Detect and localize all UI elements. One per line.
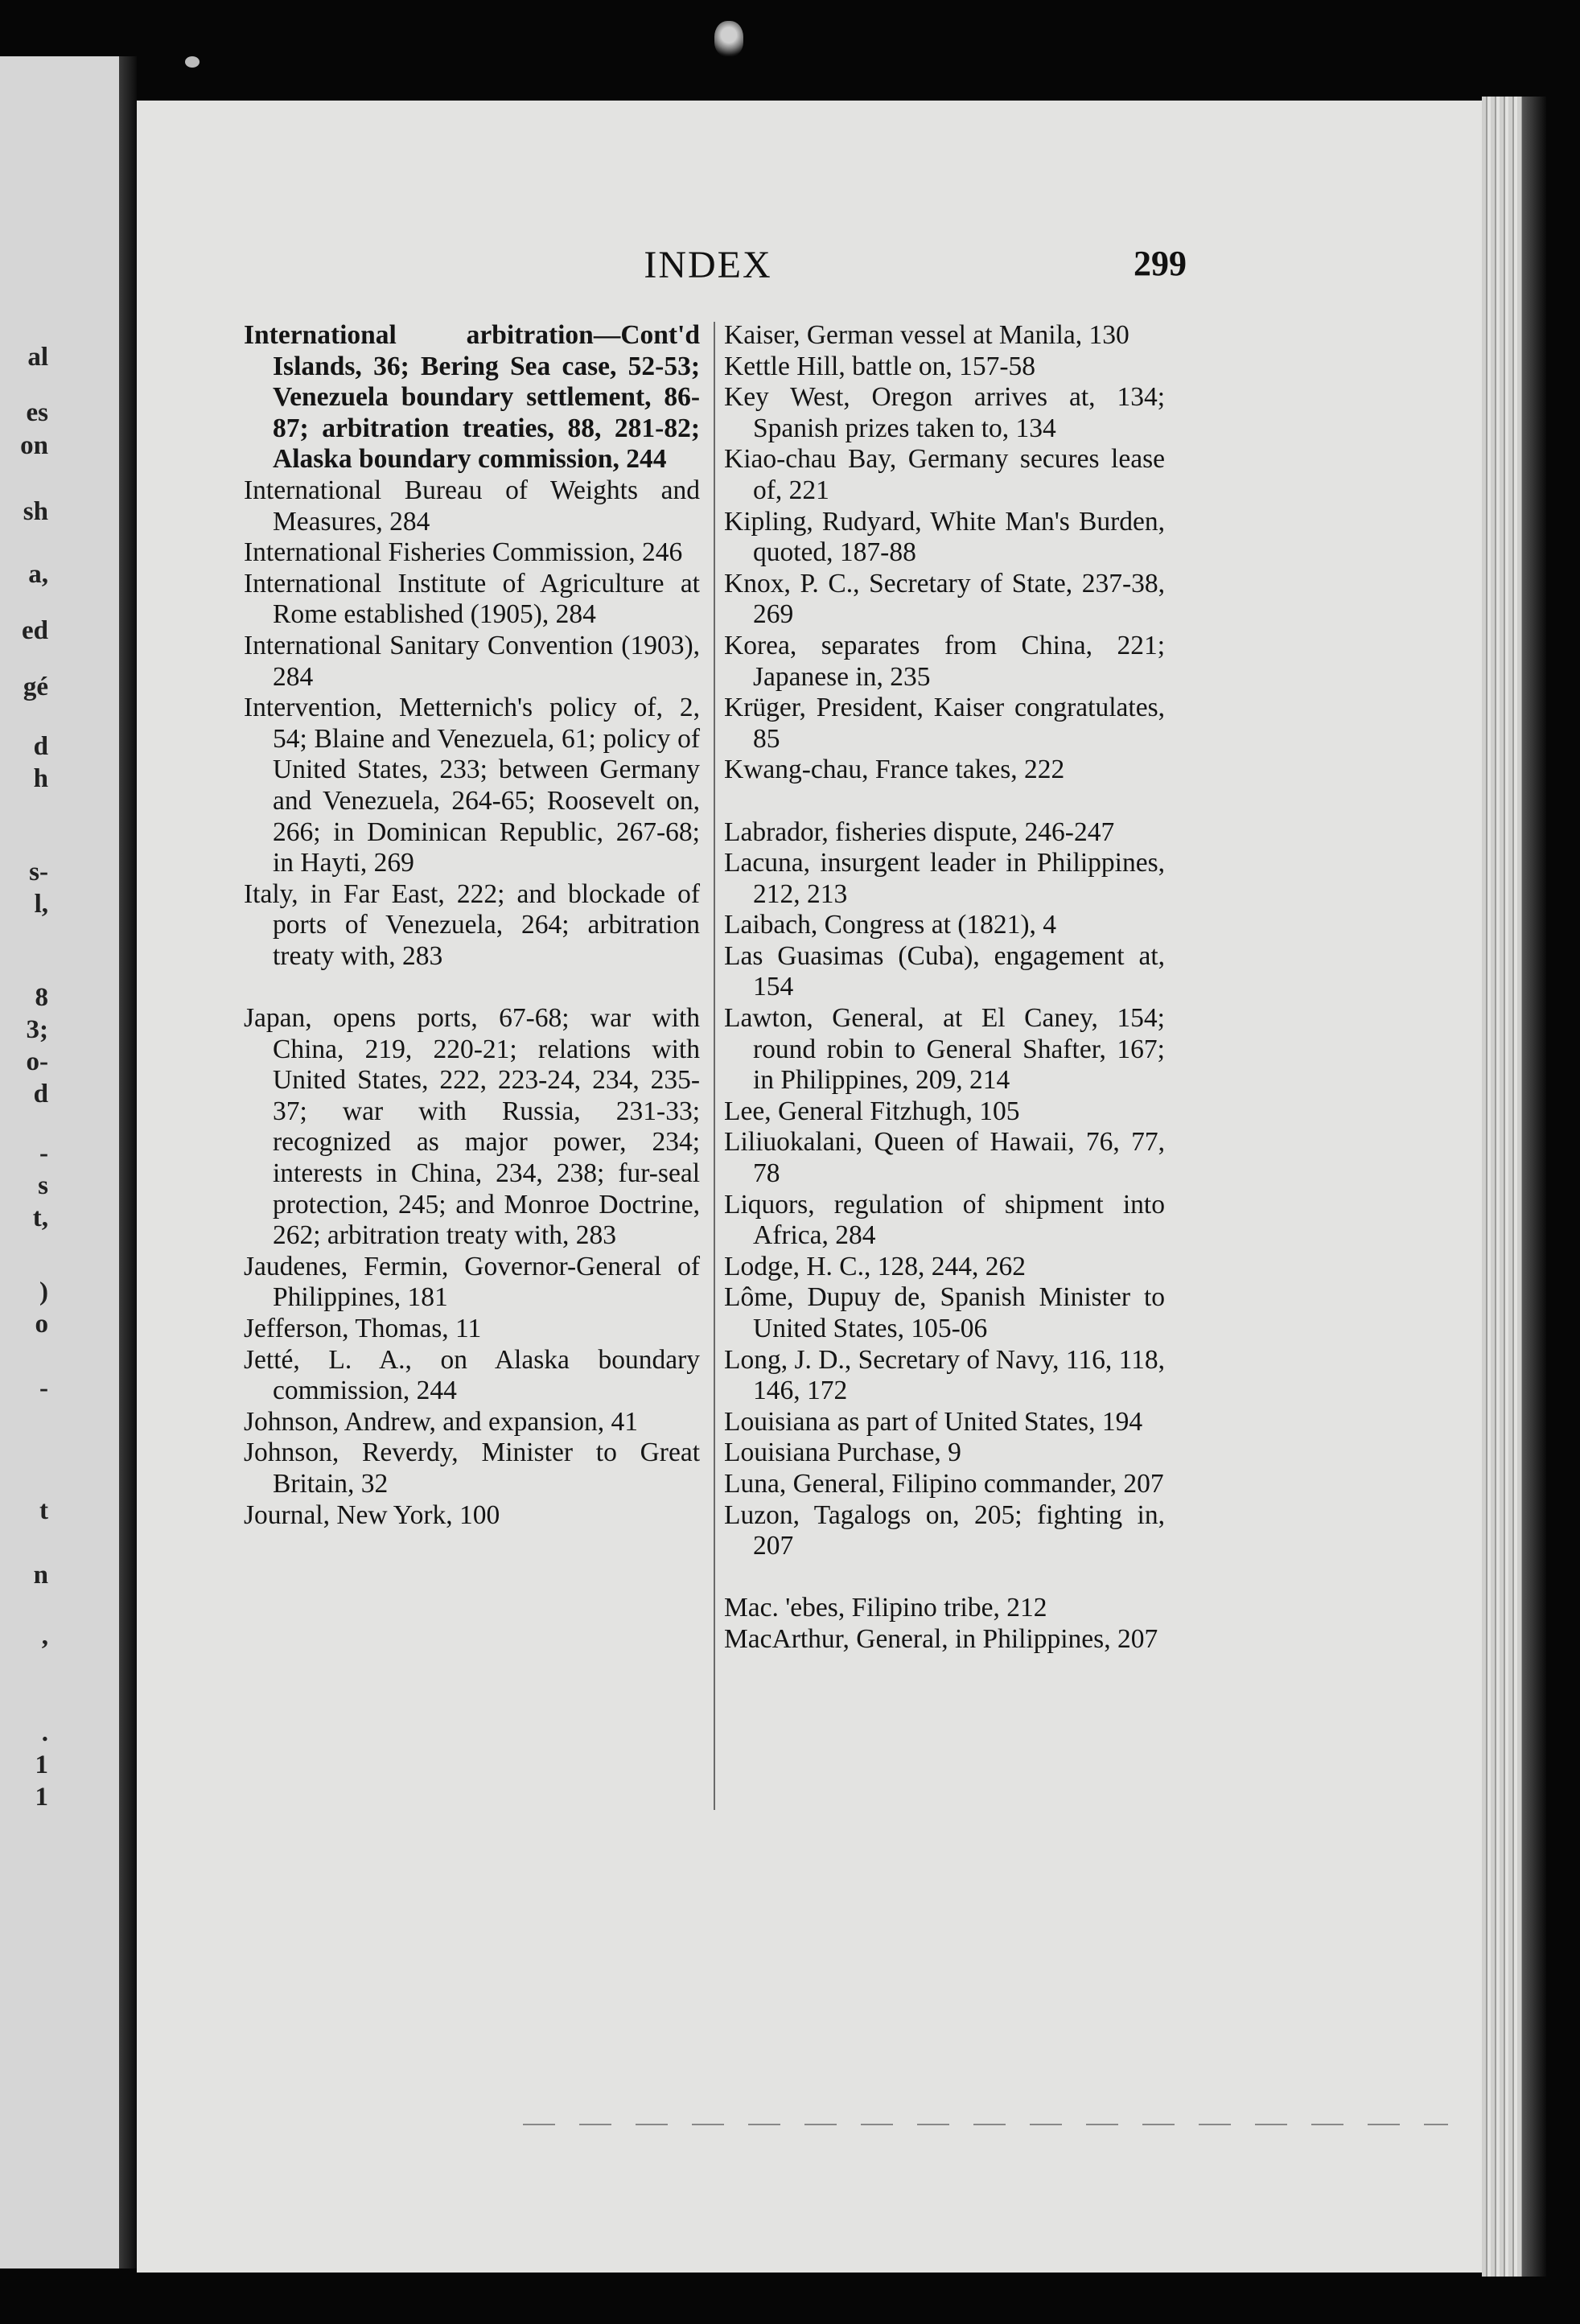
- left-page-fragment: -: [39, 1374, 48, 1403]
- index-entry: Lacuna, insurgent leader in Philippines, 212, 213: [724, 848, 1165, 909]
- index-entry: Johnson, Reverdy, Minister to Great Britain, 32: [244, 1438, 700, 1499]
- index-entry: Louisiana as part of United States, 194: [724, 1406, 1143, 1437]
- index-entry: Liquors, regulation of shipment into Africa, 284: [724, 1189, 1165, 1251]
- index-entry: International Institute of Agriculture at Rome established (1905), 284: [244, 568, 700, 630]
- index-entry: Knox, P. C., Secretary of State, 237-38, 269: [724, 568, 1165, 630]
- page-edge-shadow: [1522, 97, 1546, 2277]
- index-entry: Johnson, Andrew, and expansion, 41: [244, 1406, 639, 1437]
- index-entry: International Fisheries Commission, 246: [244, 537, 683, 568]
- left-page-fragment: t: [39, 1496, 48, 1525]
- index-entry: Journal, New York, 100: [244, 1499, 500, 1530]
- left-page-fragment: .: [41, 1718, 48, 1747]
- index-entry: Intervention, Metternich's policy of, 2, 54; Blaine and Venezuela, 61; policy of United States, 233; between Germany and Venezuela, 264-65; Roosevelt on, 266; in Dominican Republic, 267-68; in Hayti, 269: [244, 693, 700, 878]
- index-entry: Japan, opens ports, 67-68; war with China, 219, 220-21; relations with United States, 222, 223-24, 234, 235-37; war with Russia, 231-33; recognized as major power, 234; interests in China, 234, 238; fur-seal protection, 245; and Monroe Doctrine, 262; arbitration treaty with, 283: [244, 1003, 700, 1251]
- index-column-left: [244, 320, 700, 1531]
- left-page-fragment: 1: [35, 1783, 48, 1812]
- left-page-fragment: 3;: [26, 1015, 48, 1044]
- left-page-fragment: d: [33, 732, 48, 761]
- index-entry: Italy, in Far East, 222; and blockade of ports of Venezuela, 264; arbitration treaty with, 283: [244, 878, 700, 971]
- index-entry: Lee, General Fitzhugh, 105: [724, 1096, 1020, 1126]
- index-entry: Korea, separates from China, 221; Japanese in, 235: [724, 630, 1165, 692]
- left-page-fragment: n: [33, 1561, 48, 1590]
- left-page-fragment: ): [39, 1277, 48, 1306]
- left-page-fragment: sh: [23, 497, 48, 526]
- index-entry: Kaiser, German vessel at Manila, 130: [724, 320, 1129, 350]
- index-entry: Louisiana Purchase, 9: [724, 1438, 961, 1468]
- running-head-title: INDEX: [644, 244, 772, 286]
- index-entry: Long, J. D., Secretary of Navy, 116, 118, 146, 172: [724, 1344, 1165, 1406]
- left-page-fragment: h: [33, 764, 48, 793]
- scan-speck-icon: [185, 56, 200, 68]
- index-entry: Liliuokalani, Queen of Hawaii, 76, 77, 78: [724, 1127, 1165, 1189]
- index-entry: International Sanitary Convention (1903), 284: [244, 630, 700, 692]
- page-bottom-rule: [523, 2124, 1448, 2125]
- column-divider: [714, 322, 715, 1810]
- index-entry: Kwang-chau, France takes, 222: [724, 755, 1065, 785]
- left-page-fragment: -: [39, 1139, 48, 1168]
- left-page-fragment: 8: [35, 983, 48, 1012]
- left-page-fragment: al: [27, 343, 48, 372]
- index-entry: Jaudenes, Fermin, Governor-General of Philippines, 181: [244, 1251, 700, 1313]
- left-page-fragment: o-: [26, 1047, 48, 1076]
- index-entry: Mac. 'ebes, Filipino tribe, 212: [724, 1593, 1047, 1623]
- page-stack-edge: [1482, 97, 1522, 2277]
- index-entry: International Bureau of Weights and Measures, 284: [244, 475, 700, 537]
- index-entry: Labrador, fisheries dispute, 246-247: [724, 816, 1115, 847]
- left-page-fragment: o: [35, 1310, 48, 1339]
- left-page-fragment: s-: [29, 858, 48, 886]
- page-number: 299: [1134, 244, 1187, 283]
- index-entry: Krüger, President, Kaiser congratulates, 85: [724, 693, 1165, 754]
- left-page-fragment: ,: [41, 1622, 48, 1651]
- index-column-right: [724, 320, 1165, 1656]
- index-entry: Lawton, General, at El Caney, 154; round robin to General Shafter, 167; in Philippines, 209, 214: [724, 1003, 1165, 1096]
- index-entry: Jefferson, Thomas, 11: [244, 1314, 482, 1343]
- left-page-fragment: t,: [32, 1203, 48, 1232]
- letter-section-gap: [724, 786, 1165, 817]
- left-page-fragment: ed: [22, 616, 48, 645]
- index-entry: Las Guasimas (Cuba), engagement at, 154: [724, 940, 1165, 1002]
- letter-section-gap: [724, 1562, 1165, 1594]
- binding-mark-icon: [714, 21, 743, 56]
- index-entry: Luzon, Tagalogs on, 205; fighting in, 207: [724, 1499, 1165, 1561]
- index-entry: International arbitration—Cont'd Islands, 36; Bering Sea case, 52-53; Venezuela boundary settlement, 86-87; arbitration treaties, 88, 281-82; Alaska boundary commission, 244: [244, 320, 700, 475]
- left-page-fragment: l,: [34, 890, 48, 919]
- index-entry: Jetté, L. A., on Alaska boundary commission, 244: [244, 1344, 700, 1406]
- index-entry: Kettle Hill, battle on, 157-58: [724, 351, 1036, 381]
- left-page-fragment: gé: [23, 673, 48, 701]
- index-entry: Lôme, Dupuy de, Spanish Minister to United States, 105-06: [724, 1282, 1165, 1343]
- left-page-fragment: a,: [28, 560, 48, 589]
- book-gutter: [119, 56, 137, 2268]
- left-page-fragment: d: [33, 1080, 48, 1109]
- left-page-fragment: on: [20, 431, 48, 460]
- index-entry: MacArthur, General, in Philippines, 207: [724, 1623, 1158, 1654]
- index-entry: Laibach, Congress at (1821), 4: [724, 910, 1057, 940]
- index-entry: Kipling, Rudyard, White Man's Burden, quoted, 187-88: [724, 506, 1165, 568]
- index-entry: Lodge, H. C., 128, 244, 262: [724, 1251, 1026, 1281]
- index-entry: Luna, General, Filipino commander, 207: [724, 1468, 1164, 1499]
- left-page-fragment: es: [26, 398, 48, 427]
- index-entry: Key West, Oregon arrives at, 134; Spanish prizes taken to, 134: [724, 382, 1165, 443]
- left-page-fragment: s: [38, 1171, 48, 1200]
- letter-section-gap: [244, 972, 700, 1003]
- index-entry: Kiao-chau Bay, Germany secures lease of, 221: [724, 444, 1165, 505]
- left-page-fragment: 1: [35, 1750, 48, 1779]
